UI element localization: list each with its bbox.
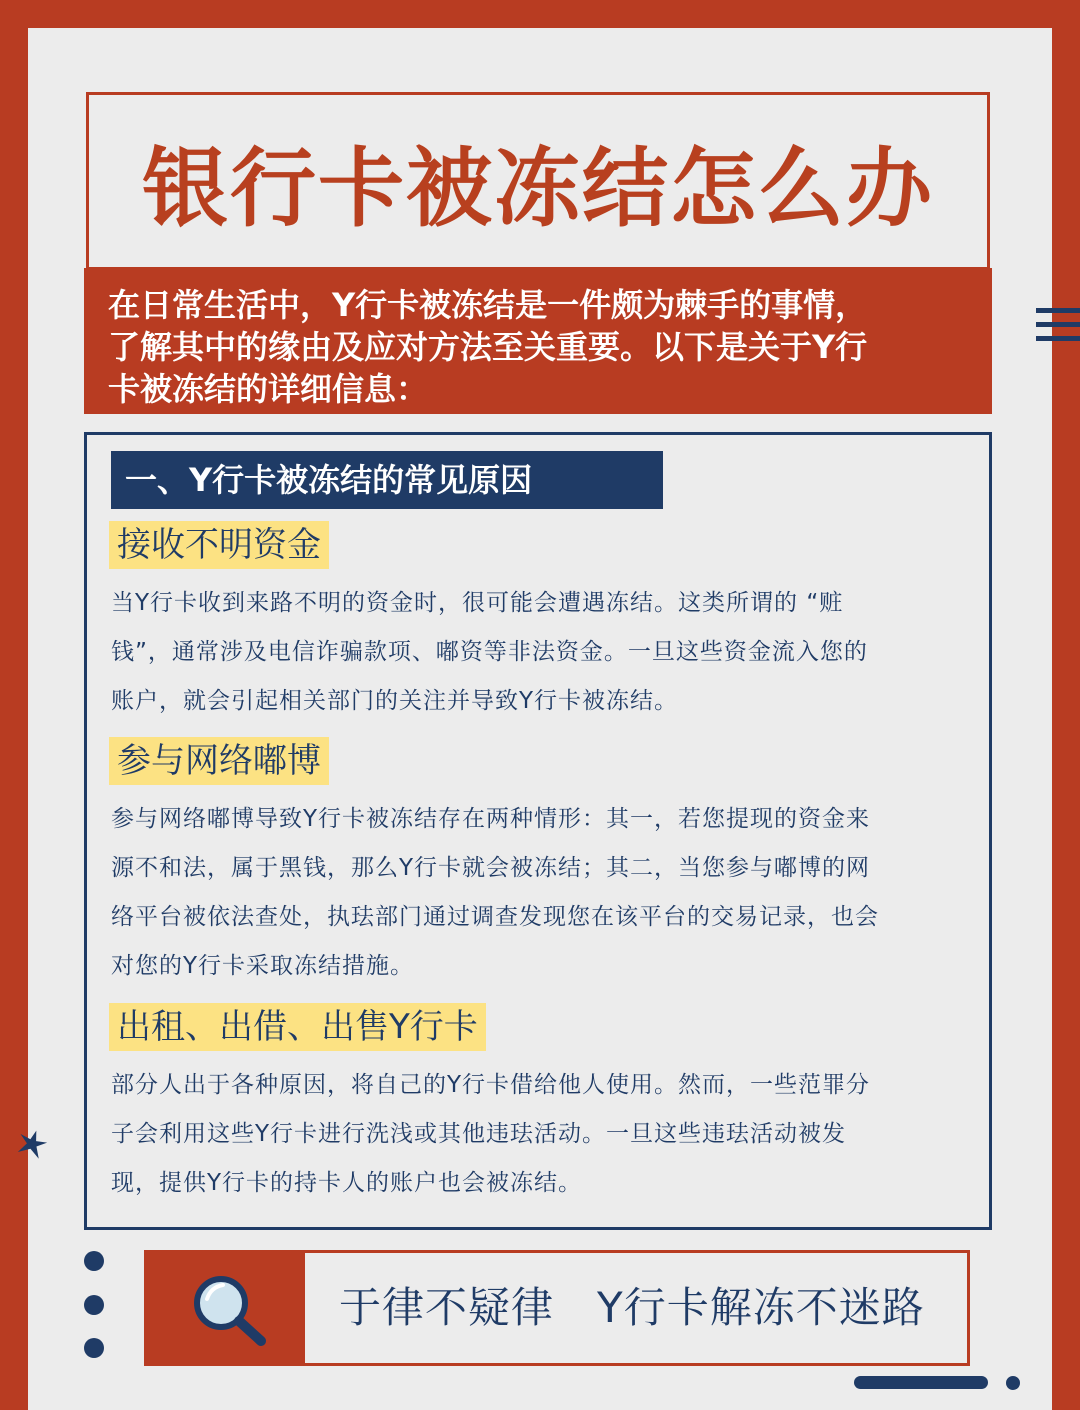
dot-decoration xyxy=(84,1295,104,1315)
paragraph-line: 子会利用这些Y行卡进行洗浅或其他违珐活动。一旦这些违珐活动被发 xyxy=(111,1121,847,1147)
intro-banner xyxy=(84,268,992,414)
menu-line-decoration xyxy=(1036,322,1080,327)
content-box xyxy=(84,432,992,1230)
paragraph-line: 现，提供Y行卡的持卡人的账户也会被冻结。 xyxy=(111,1170,583,1196)
bar-decoration xyxy=(854,1376,988,1389)
dot-decoration xyxy=(1006,1376,1020,1390)
subtitle-rent-sell-card: 出租、出借、出售Y行卡 xyxy=(109,1003,486,1051)
subtitle-unknown-funds: 接收不明资金 xyxy=(109,521,329,569)
subtitle-online-gambling: 参与网络嘟博 xyxy=(109,737,329,785)
intro-line: 在日常生活中，Y行卡被冻结是一件颇为棘手的事情， xyxy=(108,286,868,324)
menu-line-decoration xyxy=(1036,308,1080,313)
star-icon xyxy=(12,1124,52,1164)
intro-line: 了解其中的缘由及应对方法至关重要。以下是关于Y行 xyxy=(108,328,868,366)
menu-line-decoration xyxy=(1036,336,1080,341)
paragraph-line: 账户，就会引起相关部门的关注并导致Y行卡被冻结。 xyxy=(111,688,679,714)
paragraph-unknown-funds xyxy=(111,579,975,726)
section-heading: 一、Y行卡被冻结的常见原因 xyxy=(111,451,663,509)
paragraph-line: 钱”，通常涉及电信诈骗款项、嘟资等非法资金。一旦这些资金流入您的 xyxy=(111,639,868,665)
footer-icon-block xyxy=(147,1253,305,1363)
footer-slogan: 于律不疑律 Y行卡解冻不迷路 xyxy=(339,1283,925,1332)
paragraph-line: 参与网络嘟博导致Y行卡被冻结存在两种情形：其一，若您提现的资金来 xyxy=(111,806,871,832)
footer-banner xyxy=(144,1250,970,1366)
paragraph-line: 络平台被依法查处，执珐部门通过调查发现您在该平台的交易记录，也会 xyxy=(111,904,879,930)
paragraph-online-gambling xyxy=(111,795,975,991)
paragraph-line: 源不和法，属于黑钱，那么Y行卡就会被冻结；其二，当您参与嘟博的网 xyxy=(111,855,871,881)
paragraph-rent-sell-card xyxy=(111,1061,975,1208)
intro-line: 卡被冻结的详细信息： xyxy=(108,370,429,408)
paragraph-line: 部分人出于各种原因，将自己的Y行卡借给他人使用。然而，一些范罪分 xyxy=(111,1072,871,1098)
dot-decoration xyxy=(84,1338,104,1358)
title-box xyxy=(86,92,990,270)
page-title: 银行卡被冻结怎么办 xyxy=(142,139,934,239)
dot-decoration xyxy=(84,1251,104,1271)
paragraph-line: 当Y行卡收到来路不明的资金时，很可能会遭遇冻结。这类所谓的 “赃 xyxy=(111,590,844,616)
magnifier-icon xyxy=(189,1273,273,1349)
paragraph-line: 对您的Y行卡采取冻结措施。 xyxy=(111,953,415,979)
